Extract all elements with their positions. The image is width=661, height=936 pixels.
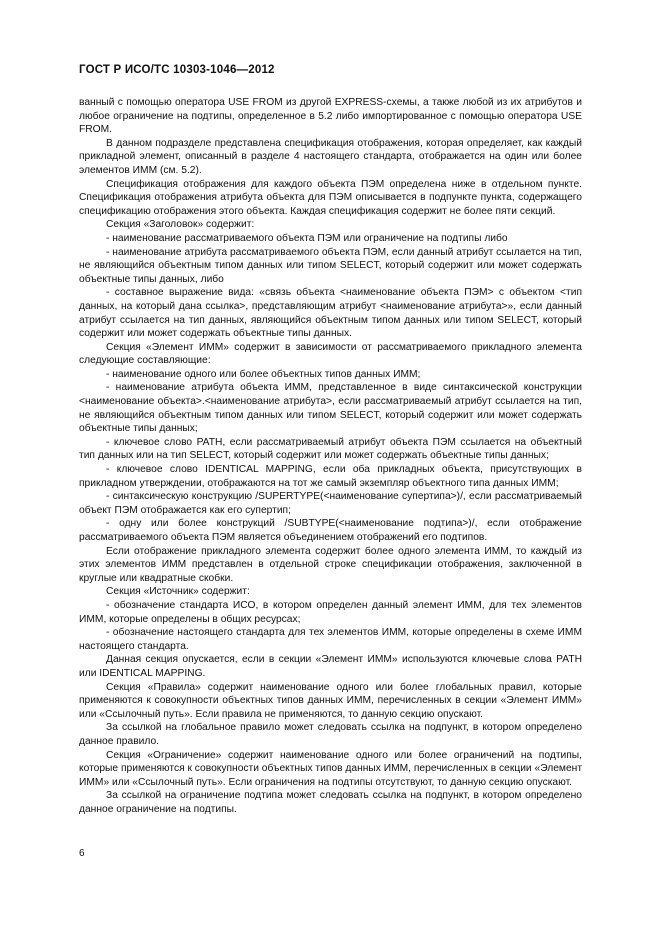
paragraph: - синтаксическую конструкцию /SUPERTYPE(<наименование супертипа>)/, если рассматриваемый объект ПЭМ отображается как его супертип;: [79, 491, 582, 516]
paragraph: Данная секция опускается, если в секции «Элемент ИММ» используются ключевые слова PATH или IDENTICAL MAPPING.: [79, 654, 582, 679]
paragraph: - наименование атрибута рассматриваемого объекта ПЭМ, если данный атрибут ссылается на тип, не являющийся объектным типом данных или типом SELECT, который содержит или может содержать объектные типы данных, либо: [79, 246, 582, 285]
paragraph: - обозначение настоящего стандарта для тех элементов ИММ, которые определены в схеме ИММ настоящего стандарта.: [79, 627, 582, 652]
paragraph: - наименование атрибута объекта ИММ, представленное в виде синтаксической конструкции <наименование объекта>.<наименование атрибута>, если рассматриваемый атрибут ссылается на тип, не являющийся объектным типом данных или типом SELECT, который содержит или может содержать объектные типы данных;: [79, 382, 582, 435]
paragraph: - наименование одного или более объектных типов данных ИММ;: [106, 368, 421, 380]
paragraph: - одну или более конструкций /SUBTYPE(<наименование подтипа>)/, если отображение рассматриваемого объекта ПЭМ является объединением отображений его подтипов.: [79, 518, 582, 543]
document-header: ГОСТ Р ИСО/ТС 10303-1046—2012: [79, 64, 275, 76]
page-number: 6: [79, 848, 85, 859]
paragraph: Секция «Ограничение» содержит наименование одного или более ограничений на подтипы, которые применяются к совокупности объектных типов данных ИММ, перечисленных в секции «Элемент ИММ» или «Ссылочный путь». Если ограничения на подтипы отсутствуют, то данную секцию опускают.: [79, 749, 583, 788]
paragraph: - наименование рассматриваемого объекта ПЭМ или ограничение на подтипы либо: [106, 232, 508, 244]
paragraph: Секция «Элемент ИММ» содержит в зависимости от рассматриваемого прикладного элемента следующие составляющие:: [79, 341, 582, 367]
paragraph: Секция «Заголовок» содержит:: [106, 219, 255, 231]
paragraph: - составное выражение вида: «связь объекта <наименование объекта ПЭМ> с объектом <тип данных, на который дана ссылка>, представляющим атрибут <наименование атрибута>», если данный атрибут ссылается на тип данных, являющийся объектным типом данных или типом SELECT, который содержит или может содержать объектные типы данных.: [79, 287, 582, 340]
paragraph: ванный с помощью оператора USE FROM из другой EXPRESS-схемы, а также любой из их атрибутов и любое ограничение на подтипы, определенное в 5.2 либо импортированное с помощью оператора USE FROM.: [79, 97, 582, 136]
paragraph: Спецификация отображения для каждого объекта ПЭМ определена ниже в отдельном пункте. Спецификация отображения атрибута объекта для ПЭМ описывается в подпункте пункта, содержащего спецификацию отображения этого объекта. Каждая спецификация содержит не более пяти секций.: [79, 178, 582, 217]
paragraph: - ключевое слово PATH, если рассматриваемый атрибут объекта ПЭМ ссылается на объектный тип данных или на тип SELECT, который содержит или может содержать объектные типы данных;: [79, 436, 582, 462]
paragraph: - обозначение стандарта ИСО, в котором определен данный элемент ИММ, для тех элементов ИММ, которые определены в общих ресурсах;: [79, 599, 582, 625]
document-body: [79, 96, 582, 816]
paragraph: Если отображение прикладного элемента содержит более одного элемента ИММ, то каждый из этих элементов ИММ представлен в отдельной строке спецификации отображения, заключенной в круглые или квадратные скобки.: [79, 545, 582, 584]
paragraph: В данном подразделе представлена спецификация отображения, которая определяет, как каждый прикладной элемент, описанный в разделе 4 настоящего стандарта, отображается на один или более элементов ИММ (см. 5.2).: [79, 137, 582, 176]
paragraph: Секция «Источник» содержит:: [106, 586, 250, 598]
paragraph: Секция «Правила» содержит наименование одного или более глобальных правил, которые применяются к совокупности объектных типов данных ИММ, перечисленных в секции «Элемент ИММ» или «Ссылочный путь». Если правила не применяются, то данную секцию опускают.: [79, 681, 582, 720]
paragraph: За ссылкой на ограничение подтипа может следовать ссылка на подпункт, в котором определено данное ограничение на подтипы.: [79, 790, 582, 815]
paragraph: За ссылкой на глобальное правило может следовать ссылка на подпункт, в котором определено данное правило.: [79, 722, 582, 747]
paragraph: - ключевое слово IDENTICAL MAPPING, если оба прикладных объекта, присутствующих в прикладном утверждении, отображаются на тот же самый экземпляр объектного типа данных ИММ;: [79, 464, 582, 489]
